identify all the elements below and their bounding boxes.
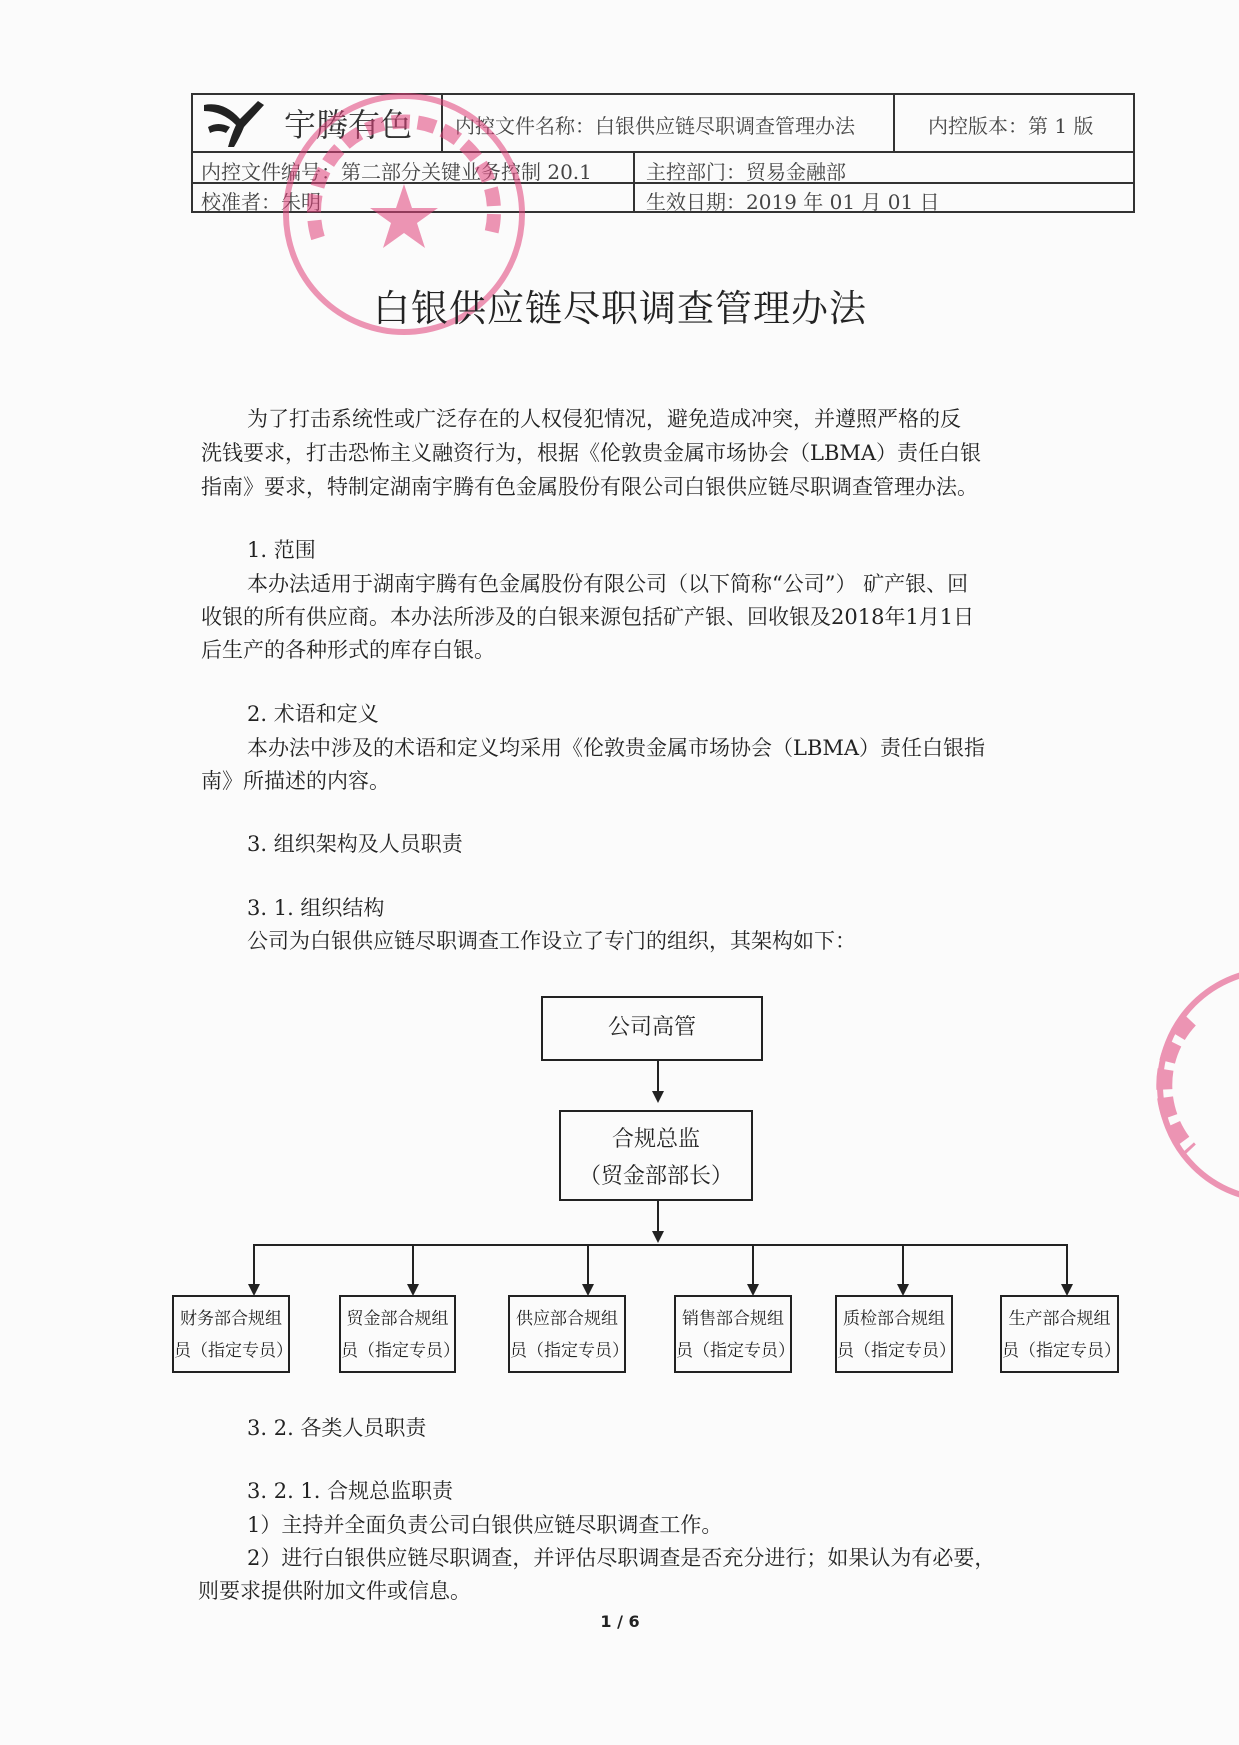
org-node-label: 合规总监 xyxy=(611,1127,700,1152)
section-heading-structure: 3. 1. 组织结构 xyxy=(247,896,385,920)
intro-line: 洗钱要求，打击恐怖主义融资行为，根据《伦敦贵金属市场协会（LBMA）责任白银 xyxy=(201,441,982,465)
scope-line: 收银的所有供应商。本办法所涉及的白银来源包括矿产银、回收银及2018年1月1日 xyxy=(201,605,975,629)
org-arrow-icon xyxy=(652,1091,664,1103)
duty-line: 1）主持并全面负责公司白银供应链尽职调查工作。 xyxy=(247,1513,723,1537)
org-node-label: 公司高管 xyxy=(607,1015,696,1040)
org-member-label: 贸金部合规组 xyxy=(346,1309,449,1329)
org-connector xyxy=(657,1201,659,1234)
org-member-trade-finance xyxy=(339,1295,460,1373)
edge-seal-icon xyxy=(1150,960,1239,1210)
org-connector xyxy=(1066,1244,1068,1286)
org-member-production xyxy=(1000,1295,1119,1373)
terms-line: 南》所描述的内容。 xyxy=(201,769,390,793)
org-member-quality xyxy=(835,1295,956,1373)
org-member-label: 质检部合规组 xyxy=(843,1309,945,1329)
section-heading-terms: 2. 术语和定义 xyxy=(247,702,379,726)
intro-line: 指南》要求，特制定湖南宇腾有色金属股份有限公司白银供应链尽职调查管理办法。 xyxy=(201,475,978,499)
header-divider xyxy=(633,151,635,213)
org-member-label: 员（指定专员） xyxy=(1002,1341,1121,1361)
company-logo-icon xyxy=(200,97,270,149)
org-member-sales xyxy=(674,1295,795,1373)
approver: 校准者：朱明 xyxy=(201,190,321,214)
org-member-supply xyxy=(508,1295,629,1373)
intro-line: 为了打击系统性或广泛存在的人权侵犯情况，避免造成冲突，并遵照严格的反 xyxy=(247,407,961,431)
org-member-label: 员（指定专员） xyxy=(510,1341,629,1361)
section-heading-duties: 3. 2. 各类人员职责 xyxy=(247,1416,427,1440)
org-member-label: 供应部合规组 xyxy=(516,1309,618,1329)
doc-version: 内控版本：第 1 版 xyxy=(928,114,1094,138)
org-arrow-icon xyxy=(652,1231,664,1243)
org-node-sublabel: （贸金部部长） xyxy=(578,1164,733,1189)
control-dept: 主控部门：贸易金融部 xyxy=(646,160,846,184)
scope-line: 本办法适用于湖南宇腾有色金属股份有限公司（以下简称“公司”） 矿产银、回 xyxy=(247,572,969,596)
org-connector xyxy=(657,1061,659,1093)
org-member-label: 财务部合规组 xyxy=(180,1309,282,1329)
document-title: 白银供应链尽职调查管理办法 xyxy=(373,287,867,330)
scope-line: 后生产的各种形式的库存白银。 xyxy=(201,638,495,662)
duty-line: 则要求提供附加文件或信息。 xyxy=(198,1579,471,1603)
org-connector xyxy=(253,1244,255,1286)
duty-line: 2）进行白银供应链尽职调查，并评估尽职调查是否充分进行；如果认为有必要， xyxy=(247,1546,996,1570)
section-heading-org: 3. 组织架构及人员职责 xyxy=(247,832,463,856)
page-number: 1 / 6 xyxy=(600,1612,640,1631)
doc-number: 内控文件编号：第二部分关键业务控制 20.1 xyxy=(201,160,592,184)
org-branch-line xyxy=(253,1244,1068,1246)
org-connector xyxy=(412,1244,414,1286)
section-heading-director-duties: 3. 2. 1. 合规总监职责 xyxy=(247,1479,454,1503)
org-member-label: 员（指定专员） xyxy=(174,1341,293,1361)
org-member-label: 员（指定专员） xyxy=(837,1341,956,1361)
header-divider xyxy=(893,93,895,152)
org-node-compliance-director xyxy=(559,1110,753,1201)
org-member-label: 销售部合规组 xyxy=(682,1309,784,1329)
org-member-finance xyxy=(172,1295,293,1373)
structure-line: 公司为白银供应链尽职调查工作设立了专门的组织，其架构如下： xyxy=(247,929,856,953)
org-connector xyxy=(902,1244,904,1286)
terms-line: 本办法中涉及的术语和定义均采用《伦敦贵金属市场协会（LBMA）责任白银指 xyxy=(247,736,986,760)
section-heading-scope: 1. 范围 xyxy=(247,538,316,562)
doc-name: 内控文件名称：白银供应链尽职调查管理办法 xyxy=(455,114,855,138)
org-node-executives xyxy=(541,996,763,1061)
org-connector xyxy=(752,1244,754,1286)
org-member-label: 员（指定专员） xyxy=(676,1341,795,1361)
effective-date: 生效日期：2019 年 01 月 01 日 xyxy=(646,190,940,214)
org-member-label: 员（指定专员） xyxy=(341,1341,460,1361)
org-member-label: 生产部合规组 xyxy=(1008,1309,1111,1329)
org-connector xyxy=(587,1244,589,1286)
company-name: 宇腾有色 xyxy=(284,106,413,144)
